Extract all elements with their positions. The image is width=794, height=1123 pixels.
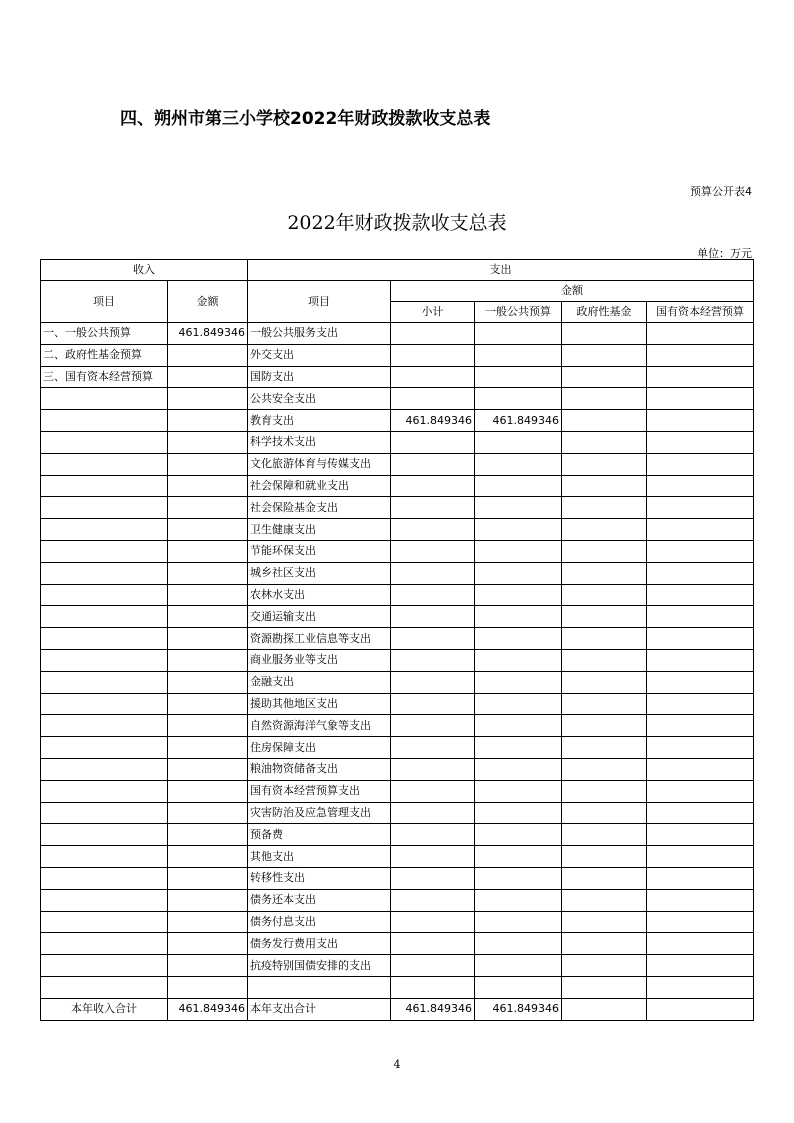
income-amount-cell — [168, 540, 248, 562]
gov-fund-cell — [562, 889, 647, 911]
income-item-cell — [41, 976, 168, 998]
gov-fund-cell — [562, 366, 647, 388]
subtotal-cell — [391, 628, 475, 650]
subtotal-cell — [391, 780, 475, 802]
expense-item-cell: 债务发行费用支出 — [248, 933, 391, 955]
income-item-cell — [41, 584, 168, 606]
gov-fund-cell — [562, 867, 647, 889]
page-heading: 四、朔州市第三小学校2022年财政拨款收支总表 — [120, 109, 491, 129]
state-capital-cell — [647, 867, 754, 889]
gov-fund-cell — [562, 671, 647, 693]
income-item-cell — [41, 671, 168, 693]
income-item-cell — [41, 780, 168, 802]
table-row — [41, 933, 754, 955]
subtotal-header: 小计 — [391, 302, 475, 323]
expense-item-cell: 债务还本支出 — [248, 889, 391, 911]
income-amount-cell — [168, 867, 248, 889]
state-capital-total — [647, 998, 754, 1020]
general-budget-total: 461.849346 — [475, 998, 562, 1020]
gov-fund-header: 政府性基金 — [562, 302, 647, 323]
income-item-cell — [41, 606, 168, 628]
income-amount-cell — [168, 911, 248, 933]
general-budget-cell — [475, 606, 562, 628]
table-row — [41, 649, 754, 671]
income-item-cell — [41, 410, 168, 432]
expense-amount-header: 金额 — [391, 281, 754, 302]
expense-item-cell: 公共安全支出 — [248, 388, 391, 410]
state-capital-cell — [647, 889, 754, 911]
general-budget-cell — [475, 475, 562, 497]
expense-item-cell: 交通运输支出 — [248, 606, 391, 628]
gov-fund-cell — [562, 540, 647, 562]
table-row — [41, 323, 754, 345]
table-row — [41, 497, 754, 519]
expense-item-cell: 抗疫特别国债安排的支出 — [248, 955, 391, 977]
income-item-cell — [41, 846, 168, 868]
general-budget-cell — [475, 955, 562, 977]
expense-item-cell: 卫生健康支出 — [248, 519, 391, 541]
expense-item-cell: 援助其他地区支出 — [248, 693, 391, 715]
table-row — [41, 824, 754, 846]
subtotal-cell — [391, 562, 475, 584]
state-capital-cell — [647, 606, 754, 628]
income-amount-cell — [168, 366, 248, 388]
expense-item-cell: 文化旅游体育与传媒支出 — [248, 453, 391, 475]
state-capital-cell — [647, 911, 754, 933]
state-capital-cell — [647, 453, 754, 475]
state-capital-cell — [647, 824, 754, 846]
income-total-label: 本年收入合计 — [41, 998, 168, 1020]
state-capital-header: 国有资本经营预算 — [647, 302, 754, 323]
income-total-amount: 461.849346 — [168, 998, 248, 1020]
expense-item-cell: 商业服务业等支出 — [248, 649, 391, 671]
gov-fund-cell — [562, 431, 647, 453]
general-budget-cell — [475, 519, 562, 541]
income-amount-header: 金额 — [168, 281, 248, 323]
gov-fund-cell — [562, 955, 647, 977]
income-item-cell — [41, 758, 168, 780]
state-capital-cell — [647, 410, 754, 432]
income-item-cell — [41, 802, 168, 824]
expense-item-cell: 预备费 — [248, 824, 391, 846]
gov-fund-cell — [562, 628, 647, 650]
state-capital-cell — [647, 693, 754, 715]
income-amount-cell — [168, 649, 248, 671]
table-row — [41, 475, 754, 497]
gov-fund-cell — [562, 715, 647, 737]
expense-item-cell: 城乡社区支出 — [248, 562, 391, 584]
general-budget-cell — [475, 758, 562, 780]
gov-fund-cell — [562, 519, 647, 541]
table-row — [41, 976, 754, 998]
state-capital-cell — [647, 388, 754, 410]
subtotal-cell — [391, 431, 475, 453]
expense-total-label: 本年支出合计 — [248, 998, 391, 1020]
subtotal-cell — [391, 475, 475, 497]
state-capital-cell — [647, 649, 754, 671]
income-amount-cell — [168, 519, 248, 541]
income-amount-cell — [168, 671, 248, 693]
income-amount-cell — [168, 475, 248, 497]
gov-fund-cell — [562, 475, 647, 497]
income-amount-cell — [168, 889, 248, 911]
subtotal-cell — [391, 933, 475, 955]
table-row — [41, 519, 754, 541]
general-budget-cell — [475, 649, 562, 671]
income-amount-cell — [168, 562, 248, 584]
income-amount-cell — [168, 824, 248, 846]
general-budget-cell — [475, 976, 562, 998]
gov-fund-cell — [562, 693, 647, 715]
table-row — [41, 802, 754, 824]
expense-item-header: 项目 — [248, 281, 391, 323]
general-budget-cell — [475, 867, 562, 889]
state-capital-cell — [647, 628, 754, 650]
table-row — [41, 955, 754, 977]
general-budget-cell — [475, 911, 562, 933]
table-row — [41, 606, 754, 628]
expense-item-cell: 社会保险基金支出 — [248, 497, 391, 519]
income-item-cell — [41, 562, 168, 584]
general-budget-cell — [475, 584, 562, 606]
subtotal-cell — [391, 758, 475, 780]
subtotal-cell — [391, 802, 475, 824]
income-amount-cell — [168, 715, 248, 737]
general-budget-cell — [475, 715, 562, 737]
expense-item-cell: 外交支出 — [248, 344, 391, 366]
income-item-cell — [41, 475, 168, 497]
income-item-cell — [41, 519, 168, 541]
income-item-cell: 二、政府性基金预算 — [41, 344, 168, 366]
general-budget-cell — [475, 628, 562, 650]
income-item-cell — [41, 911, 168, 933]
general-budget-cell — [475, 780, 562, 802]
subtotal-cell — [391, 606, 475, 628]
table-row — [41, 671, 754, 693]
state-capital-cell — [647, 497, 754, 519]
gov-fund-cell — [562, 737, 647, 759]
general-budget-header: 一般公共预算 — [475, 302, 562, 323]
state-capital-cell — [647, 562, 754, 584]
expense-item-cell: 国有资本经营预算支出 — [248, 780, 391, 802]
income-amount-cell — [168, 976, 248, 998]
table-row — [41, 410, 754, 432]
subtotal-cell — [391, 911, 475, 933]
gov-fund-cell — [562, 388, 647, 410]
subtotal-cell — [391, 584, 475, 606]
state-capital-cell — [647, 584, 754, 606]
table-row — [41, 715, 754, 737]
expense-item-cell: 金融支出 — [248, 671, 391, 693]
state-capital-cell — [647, 933, 754, 955]
expense-item-cell: 灾害防治及应急管理支出 — [248, 802, 391, 824]
income-amount-cell — [168, 628, 248, 650]
state-capital-cell — [647, 540, 754, 562]
expense-header: 支出 — [248, 260, 754, 281]
income-item-cell: 一、一般公共预算 — [41, 323, 168, 345]
state-capital-cell — [647, 715, 754, 737]
gov-fund-cell — [562, 344, 647, 366]
general-budget-cell — [475, 802, 562, 824]
expense-item-cell: 科学技术支出 — [248, 431, 391, 453]
state-capital-cell — [647, 323, 754, 345]
income-amount-cell — [168, 758, 248, 780]
income-item-cell — [41, 453, 168, 475]
expense-item-cell: 农林水支出 — [248, 584, 391, 606]
general-budget-cell — [475, 693, 562, 715]
expense-item-cell: 教育支出 — [248, 410, 391, 432]
table-row — [41, 780, 754, 802]
expense-item-cell: 社会保障和就业支出 — [248, 475, 391, 497]
income-item-cell — [41, 737, 168, 759]
expense-item-cell: 国防支出 — [248, 366, 391, 388]
subtotal-cell — [391, 824, 475, 846]
subtotal-cell — [391, 693, 475, 715]
table-row — [41, 889, 754, 911]
subtotal-cell — [391, 388, 475, 410]
gov-fund-cell — [562, 584, 647, 606]
income-item-cell — [41, 649, 168, 671]
general-budget-cell — [475, 737, 562, 759]
income-item-cell — [41, 628, 168, 650]
income-amount-cell — [168, 737, 248, 759]
income-item-cell — [41, 824, 168, 846]
general-budget-cell — [475, 366, 562, 388]
subtotal-cell — [391, 497, 475, 519]
subtotal-cell — [391, 976, 475, 998]
budget-table — [40, 259, 754, 1021]
income-amount-cell — [168, 802, 248, 824]
state-capital-cell — [647, 737, 754, 759]
subtotal-cell — [391, 540, 475, 562]
gov-fund-cell — [562, 846, 647, 868]
totals-row — [41, 998, 754, 1020]
income-item-cell — [41, 867, 168, 889]
general-budget-cell — [475, 323, 562, 345]
expense-item-cell — [248, 976, 391, 998]
subtotal-cell — [391, 519, 475, 541]
gov-fund-cell — [562, 606, 647, 628]
table-title: 2022年财政拨款收支总表 — [287, 212, 507, 234]
expense-item-cell: 住房保障支出 — [248, 737, 391, 759]
state-capital-cell — [647, 671, 754, 693]
income-header: 收入 — [41, 260, 248, 281]
income-item-cell: 三、国有资本经营预算 — [41, 366, 168, 388]
table-row — [41, 737, 754, 759]
unit-label: 单位：万元 — [697, 247, 752, 260]
gov-fund-cell — [562, 649, 647, 671]
table-row — [41, 366, 754, 388]
income-amount-cell — [168, 933, 248, 955]
state-capital-cell — [647, 846, 754, 868]
subtotal-cell — [391, 737, 475, 759]
gov-fund-cell — [562, 323, 647, 345]
income-amount-cell: 461.849346 — [168, 323, 248, 345]
subtotal-cell — [391, 715, 475, 737]
subtotal-cell — [391, 344, 475, 366]
expense-item-cell: 节能环保支出 — [248, 540, 391, 562]
table-row — [41, 846, 754, 868]
general-budget-cell — [475, 933, 562, 955]
income-item-cell — [41, 540, 168, 562]
general-budget-cell — [475, 671, 562, 693]
table-row — [41, 562, 754, 584]
income-item-cell — [41, 431, 168, 453]
table-row — [41, 388, 754, 410]
state-capital-cell — [647, 344, 754, 366]
table-row — [41, 758, 754, 780]
table-row — [41, 584, 754, 606]
income-amount-cell — [168, 846, 248, 868]
expense-item-cell: 自然资源海洋气象等支出 — [248, 715, 391, 737]
general-budget-cell: 461.849346 — [475, 410, 562, 432]
gov-fund-cell — [562, 976, 647, 998]
income-item-cell — [41, 497, 168, 519]
expense-item-cell: 债务付息支出 — [248, 911, 391, 933]
state-capital-cell — [647, 758, 754, 780]
general-budget-cell — [475, 453, 562, 475]
gov-fund-cell — [562, 911, 647, 933]
subtotal-cell — [391, 453, 475, 475]
income-amount-cell — [168, 606, 248, 628]
expense-item-cell: 其他支出 — [248, 846, 391, 868]
income-amount-cell — [168, 584, 248, 606]
subtotal-cell — [391, 671, 475, 693]
subtotal-total: 461.849346 — [391, 998, 475, 1020]
income-item-cell — [41, 388, 168, 410]
page-number: 4 — [393, 1058, 401, 1071]
gov-fund-cell — [562, 497, 647, 519]
income-amount-cell — [168, 410, 248, 432]
subtotal-cell — [391, 955, 475, 977]
gov-fund-total — [562, 998, 647, 1020]
general-budget-cell — [475, 824, 562, 846]
table-row — [41, 628, 754, 650]
gov-fund-cell — [562, 780, 647, 802]
state-capital-cell — [647, 780, 754, 802]
general-budget-cell — [475, 889, 562, 911]
table-row — [41, 540, 754, 562]
gov-fund-cell — [562, 824, 647, 846]
table-row — [41, 911, 754, 933]
subtotal-cell: 461.849346 — [391, 410, 475, 432]
income-item-cell — [41, 693, 168, 715]
subtotal-cell — [391, 846, 475, 868]
gov-fund-cell — [562, 410, 647, 432]
subtotal-cell — [391, 323, 475, 345]
income-item-cell — [41, 933, 168, 955]
income-amount-cell — [168, 693, 248, 715]
subtotal-cell — [391, 867, 475, 889]
gov-fund-cell — [562, 802, 647, 824]
gov-fund-cell — [562, 758, 647, 780]
state-capital-cell — [647, 475, 754, 497]
income-item-cell — [41, 955, 168, 977]
subtotal-cell — [391, 649, 475, 671]
state-capital-cell — [647, 802, 754, 824]
general-budget-cell — [475, 497, 562, 519]
income-amount-cell — [168, 453, 248, 475]
subtotal-cell — [391, 889, 475, 911]
gov-fund-cell — [562, 453, 647, 475]
state-capital-cell — [647, 431, 754, 453]
table-row — [41, 431, 754, 453]
income-item-cell — [41, 889, 168, 911]
state-capital-cell — [647, 366, 754, 388]
table-row — [41, 344, 754, 366]
general-budget-cell — [475, 540, 562, 562]
general-budget-cell — [475, 562, 562, 584]
table-row — [41, 453, 754, 475]
income-amount-cell — [168, 780, 248, 802]
table-row — [41, 693, 754, 715]
income-item-cell — [41, 715, 168, 737]
general-budget-cell — [475, 344, 562, 366]
state-capital-cell — [647, 955, 754, 977]
income-amount-cell — [168, 431, 248, 453]
state-capital-cell — [647, 976, 754, 998]
state-capital-cell — [647, 519, 754, 541]
expense-item-cell: 资源勘探工业信息等支出 — [248, 628, 391, 650]
expense-item-cell: 转移性支出 — [248, 867, 391, 889]
general-budget-cell — [475, 846, 562, 868]
income-amount-cell — [168, 344, 248, 366]
subtotal-cell — [391, 366, 475, 388]
expense-item-cell: 一般公共服务支出 — [248, 323, 391, 345]
expense-item-cell: 粮油物资储备支出 — [248, 758, 391, 780]
general-budget-cell — [475, 431, 562, 453]
gov-fund-cell — [562, 933, 647, 955]
income-amount-cell — [168, 388, 248, 410]
general-budget-cell — [475, 388, 562, 410]
form-number: 预算公开表4 — [690, 185, 752, 198]
income-amount-cell — [168, 497, 248, 519]
table-row — [41, 867, 754, 889]
income-item-header: 项目 — [41, 281, 168, 323]
income-amount-cell — [168, 955, 248, 977]
gov-fund-cell — [562, 562, 647, 584]
